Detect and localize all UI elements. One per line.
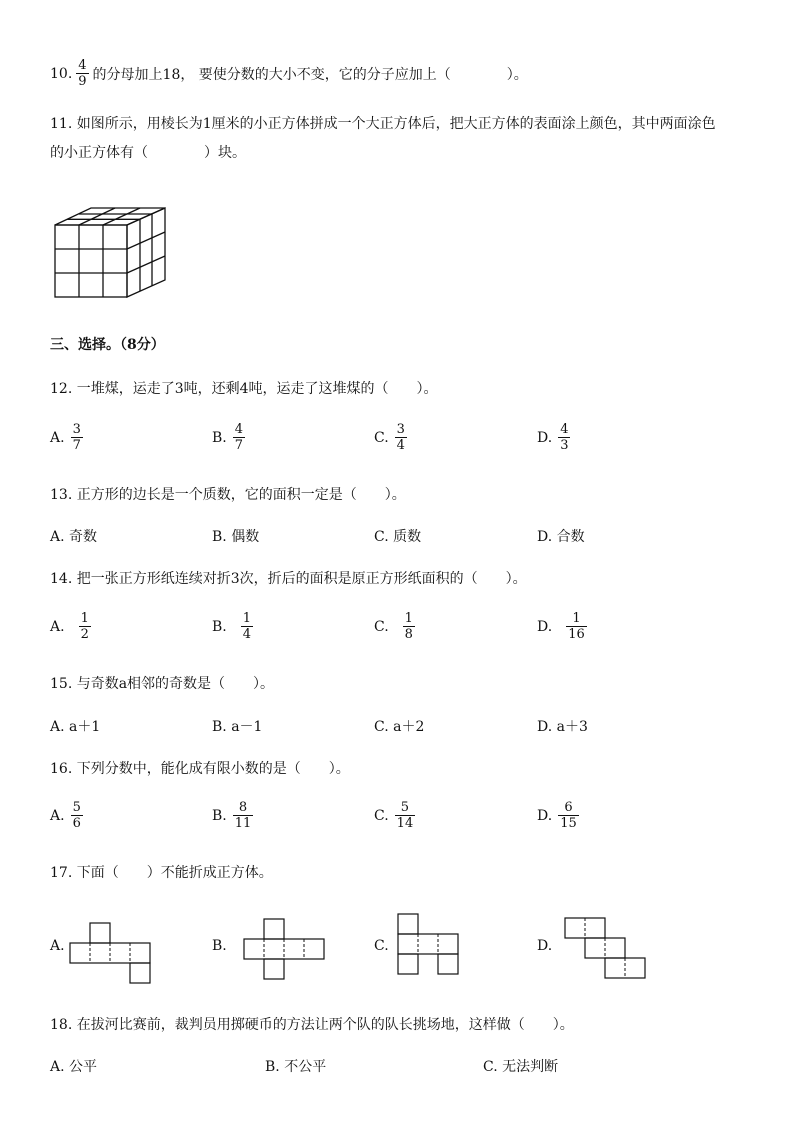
cube-net-c xyxy=(397,913,467,983)
fraction: $\frac{5}{6}$ xyxy=(72,800,81,831)
cube-net-a xyxy=(68,922,158,992)
fraction: $\frac{3}{7}$ xyxy=(72,422,81,453)
option-d[interactable]: D. 合数 xyxy=(537,529,585,545)
question-18: 18. 在拔河比赛前，裁判员用掷硬币的方法让两个队的队长挑场地，这样做（ ）。 xyxy=(50,1017,574,1033)
option-c[interactable]: C. $\frac{1}{8}$ xyxy=(374,611,413,642)
fraction: $\frac{6}{15}$ xyxy=(560,800,577,831)
cube-net-b xyxy=(242,918,332,988)
option-c[interactable]: C. 无法判断 xyxy=(483,1059,559,1075)
option-a[interactable]: A. $\frac{1}{2}$ xyxy=(50,611,89,642)
cube-net-d xyxy=(564,917,654,987)
option-d[interactable]: D. $\frac{1}{16}$ xyxy=(537,611,585,642)
question-text: 的分母加上18， 要使分数的大小不变，它的分子应加上（ ）。 xyxy=(92,66,528,83)
option-b[interactable]: B. $\frac{8}{11}$ xyxy=(212,800,252,831)
question-11-line1: 11. 如图所示，用棱长为1厘米的小正方体拼成一个大正方体后，把大正方体的表面涂上颜色，其中两面涂色 xyxy=(50,116,716,132)
question-11-line2: 的小正方体有（ ）块。 xyxy=(50,145,246,161)
question-10 xyxy=(50,58,528,89)
option-a[interactable]: A. 公平 xyxy=(50,1059,98,1075)
option-a[interactable]: A. a＋1 xyxy=(50,719,101,735)
fraction: $\frac{1}{16}$ xyxy=(568,611,585,642)
option-d-label[interactable]: D. xyxy=(537,938,553,954)
option-c[interactable]: C. 质数 xyxy=(374,529,422,545)
question-15: 15. 与奇数a相邻的奇数是（ ）。 xyxy=(50,676,275,692)
option-b[interactable]: B. $\frac{4}{7}$ xyxy=(212,422,244,453)
option-a[interactable]: A. $\frac{5}{6}$ xyxy=(50,800,81,831)
question-14: 14. 把一张正方形纸连续对折3次，折后的面积是原正方形纸面积的（ ）。 xyxy=(50,571,527,587)
question-17: 17. 下面（ ）不能折成正方体。 xyxy=(50,865,273,881)
cube-figure xyxy=(54,207,174,302)
fraction: $\frac{8}{11}$ xyxy=(234,800,252,831)
question-12: 12. 一堆煤，运走了3吨，还剩4吨，运走了这堆煤的（ ）。 xyxy=(50,381,438,397)
option-d[interactable]: D. $\frac{6}{15}$ xyxy=(537,800,577,831)
option-c[interactable]: C. $\frac{3}{4}$ xyxy=(374,422,405,453)
option-a[interactable]: A. 奇数 xyxy=(50,529,98,545)
fraction: $\frac{4}{9}$ xyxy=(78,58,87,89)
option-c[interactable]: C. $\frac{5}{14}$ xyxy=(374,800,414,831)
fraction: $\frac{1}{8}$ xyxy=(404,611,413,642)
fraction: $\frac{3}{4}$ xyxy=(396,422,405,453)
fraction: $\frac{1}{2}$ xyxy=(80,611,89,642)
option-c-label[interactable]: C. xyxy=(374,938,389,954)
option-d[interactable]: D. a＋3 xyxy=(537,719,588,735)
question-13: 13. 正方形的边长是一个质数，它的面积一定是（ ）。 xyxy=(50,487,406,503)
section-title: 三、选择。（8分） xyxy=(50,337,165,353)
option-b-label[interactable]: B. xyxy=(212,938,227,954)
question-16: 16. 下列分数中，能化成有限小数的是（ ）。 xyxy=(50,761,350,777)
option-a[interactable]: A. $\frac{3}{7}$ xyxy=(50,422,81,453)
option-b[interactable]: B. 不公平 xyxy=(265,1059,327,1075)
option-b[interactable]: B. $\frac{1}{4}$ xyxy=(212,611,252,642)
option-b[interactable]: B. a－1 xyxy=(212,719,263,735)
fraction: $\frac{5}{14}$ xyxy=(396,800,414,831)
fraction: $\frac{4}{7}$ xyxy=(234,422,244,453)
fraction: $\frac{4}{3}$ xyxy=(560,422,569,453)
option-b[interactable]: B. 偶数 xyxy=(212,529,260,545)
fraction: $\frac{1}{4}$ xyxy=(242,611,252,642)
option-c[interactable]: C. a＋2 xyxy=(374,719,425,735)
option-d[interactable]: D. $\frac{4}{3}$ xyxy=(537,422,569,453)
question-number: 10. xyxy=(50,65,73,82)
option-a-label[interactable]: A. xyxy=(50,938,65,954)
